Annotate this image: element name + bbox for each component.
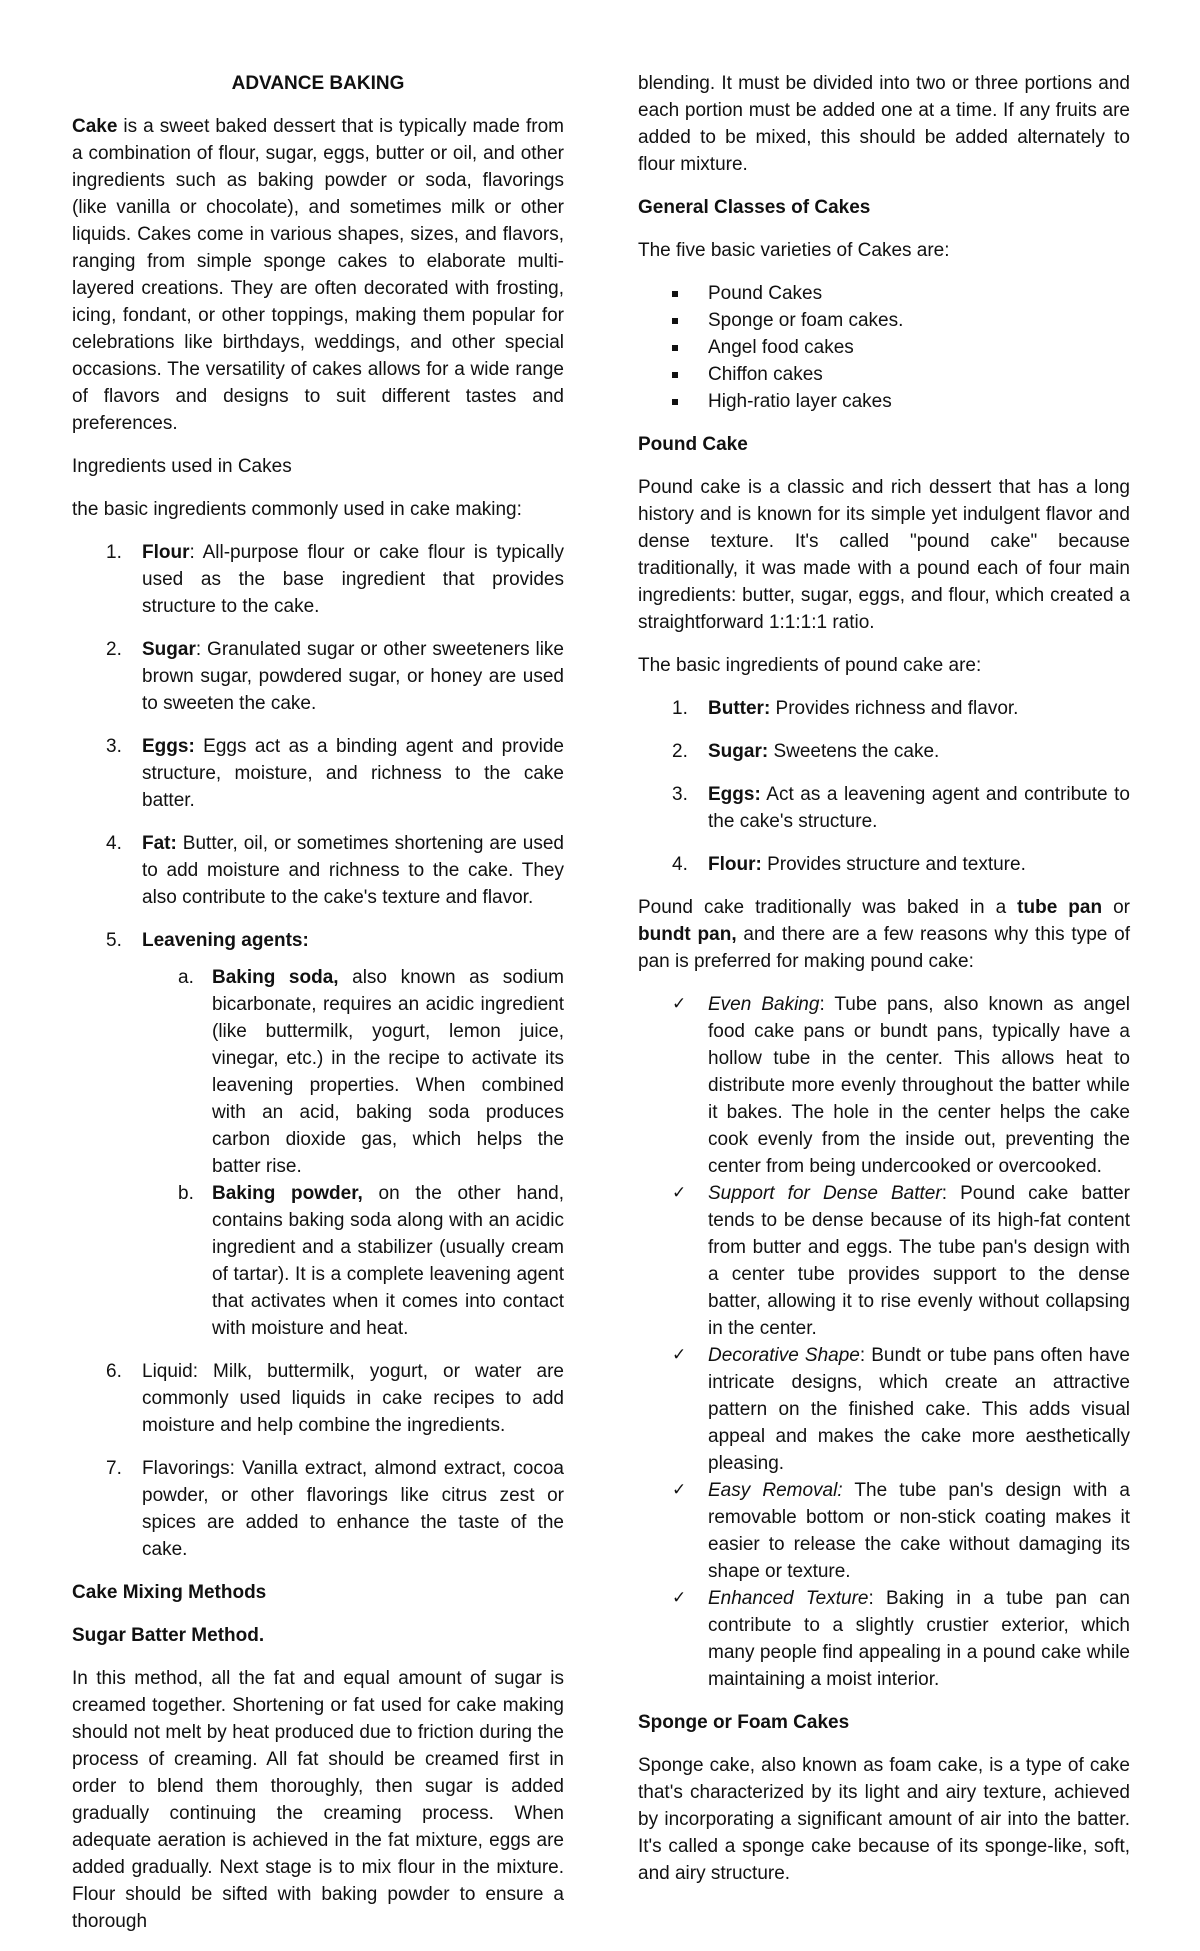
pan-text: and there are a few reasons why this type of pan is preferred for making pound cake: — [638, 924, 1130, 972]
list-item — [72, 964, 564, 1180]
item-number: 2. — [672, 741, 688, 762]
ingredients-intro: the basic ingredients commonly used in cake making: — [72, 499, 522, 520]
item-term: Support for Dense Batter — [708, 1183, 942, 1204]
item-term: Even Baking — [708, 994, 820, 1015]
checkmark-icon: ✓ — [672, 1183, 687, 1203]
list-item — [638, 388, 1130, 415]
square-bullet-icon — [672, 345, 678, 351]
sponge-cake-paragraph: Sponge cake, also known as foam cake, is a type of cake that's characterized by its light and airy texture, achieved by incorporating a significant amount of air into the batter. It's called a sponge cake because of its sponge-like, soft, and airy structure. — [638, 1755, 1130, 1884]
pound-cake-heading: Pound Cake — [638, 434, 748, 455]
item-text: The tube pan's design with a removable bottom or non-stick coating makes it easier to release the cake without damaging its shape or texture. — [708, 1480, 1130, 1582]
ingredients-heading: Ingredients used in Cakes — [72, 456, 292, 477]
item-text: also known as sodium bicarbonate, requires an acidic ingredient (like buttermilk, yogurt, lemon juice, vinegar, etc.) in the recipe to activate its leavening properties. When combined with an acid, baking soda produces carbon dioxide gas, which helps the batter rise. — [212, 967, 564, 1177]
list-item — [72, 830, 564, 911]
list-item — [638, 1180, 1130, 1342]
pan-reasons-list — [638, 991, 1130, 1693]
item-text: : Tube pans, also known as angel food cake pans or bundt pans, typically have a hollow tube in the center. This allows heat to distribute more evenly throughout the batter while it bakes. The hole in the center helps the cake cook evenly from the inside out, preventing the center from being undercooked or overcooked. — [708, 994, 1130, 1177]
item-term: Decorative Shape — [708, 1345, 860, 1366]
list-item — [72, 636, 564, 717]
list-item — [72, 1358, 564, 1439]
item-number: 5. — [106, 930, 122, 951]
list-item — [638, 851, 1130, 878]
square-bullet-icon — [672, 291, 678, 297]
item-term: Butter: — [708, 698, 771, 719]
list-item — [72, 1180, 564, 1342]
item-text: : Baking in a tube pan can contribute to a slightly crustier exterior, which many people find appealing in a pound cake while maintaining a moist interior. — [708, 1588, 1131, 1690]
item-text: : All-purpose flour or cake flour is typically used as the base ingredient that provides structure to the cake. — [142, 542, 564, 617]
item-text: Provides richness and flavor. — [770, 698, 1019, 719]
item-number: 1. — [672, 698, 688, 719]
item-letter: a. — [178, 967, 194, 988]
item-text: : Bundt or tube pans often have intricate designs, which create an attractive pattern on the finished cake. This adds visual appeal and makes the cake more aesthetically pleasing. — [708, 1345, 1130, 1474]
list-item — [72, 927, 564, 1342]
item-number: 7. — [106, 1458, 122, 1479]
list-item — [72, 733, 564, 814]
item-text: Provides structure and texture. — [761, 854, 1026, 875]
list-item — [72, 1455, 564, 1563]
item-text: Act as a leavening agent and contribute to the cake's structure. — [708, 784, 1130, 832]
item-number: 3. — [106, 736, 122, 757]
pound-ingredients-intro: The basic ingredients of pound cake are: — [638, 655, 982, 676]
item-letter: b. — [178, 1183, 194, 1204]
tube-pan-term: tube pan — [1017, 897, 1103, 918]
cake-term: Cake — [72, 116, 118, 137]
item-text: Chiffon cakes — [708, 364, 823, 385]
list-item — [72, 539, 564, 620]
square-bullet-icon — [672, 318, 678, 324]
item-number: 2. — [106, 639, 122, 660]
leavening-list — [72, 964, 564, 1342]
bundt-pan-term: bundt pan, — [638, 924, 737, 945]
list-item — [638, 738, 1130, 765]
item-text: Pound Cakes — [708, 283, 823, 304]
item-text: Butter, oil, or sometimes shortening are used to add moisture and richness to the cake. They also contribute to the cake's texture and flavor. — [142, 833, 564, 908]
item-term: Fat: — [142, 833, 177, 854]
item-text: Flavorings: Vanilla extract, almond extract, cocoa powder, or other flavorings like citrus zest or spices are added to enhance the taste of the cake. — [142, 1458, 564, 1560]
classes-intro: The five basic varieties of Cakes are: — [638, 240, 950, 261]
item-term: Sugar — [142, 639, 196, 660]
item-term: Enhanced Texture — [708, 1588, 869, 1609]
pound-ingredients-list — [638, 695, 1130, 878]
cake-classes-list — [638, 280, 1130, 415]
item-text: Eggs act as a binding agent and provide structure, moisture, and richness to the cake batter. — [142, 736, 564, 811]
square-bullet-icon — [672, 399, 678, 405]
item-text: : Granulated sugar or other sweeteners like brown sugar, powdered sugar, or honey are used to sweeten the cake. — [142, 639, 564, 714]
item-term: Sugar: — [708, 741, 769, 762]
item-text: : Pound cake batter tends to be dense because of its high-fat content from butter and eggs. The tube pan's design with a center tube provides support to the dense batter, allowing it to rise evenly without collapsing in the center. — [708, 1183, 1131, 1339]
item-term: Eggs: — [142, 736, 195, 757]
list-item — [638, 361, 1130, 388]
item-term: Flour — [142, 542, 190, 563]
pan-paragraph — [638, 894, 1130, 975]
left-column — [72, 70, 564, 1951]
item-text: Angel food cakes — [708, 337, 854, 358]
general-classes-heading: General Classes of Cakes — [638, 197, 871, 218]
continued-paragraph: blending. It must be divided into two or three portions and each portion must be added one at a time. If any fruits are added to be mixed, this should be added alternately to flour mixture. — [638, 73, 1130, 175]
item-text: Liquid: Milk, buttermilk, yogurt, or water are commonly used liquids in cake recipes to add moisture and help combine the ingredients. — [142, 1361, 564, 1436]
sponge-cake-heading: Sponge or Foam Cakes — [638, 1712, 850, 1733]
item-text: on the other hand, contains baking soda along with an acidic ingredient and a stabilizer (usually cream of tartar). It is a complete leavening agent that activates when it comes into contact with moisture and heat. — [212, 1183, 564, 1339]
checkmark-icon: ✓ — [672, 994, 687, 1014]
checkmark-icon: ✓ — [672, 1480, 687, 1500]
sugar-batter-heading: Sugar Batter Method. — [72, 1625, 265, 1646]
item-number: 4. — [672, 854, 688, 875]
mixing-methods-heading: Cake Mixing Methods — [72, 1582, 267, 1603]
list-item — [638, 1477, 1130, 1585]
list-item — [638, 1342, 1130, 1477]
item-number: 1. — [106, 542, 122, 563]
square-bullet-icon — [672, 372, 678, 378]
list-item — [638, 1585, 1130, 1693]
item-text: Sponge or foam cakes. — [708, 310, 904, 331]
list-item — [638, 781, 1130, 835]
item-number: 6. — [106, 1361, 122, 1382]
item-text: High-ratio layer cakes — [708, 391, 892, 412]
item-term: Baking soda, — [212, 967, 339, 988]
list-item — [638, 280, 1130, 307]
list-item — [638, 307, 1130, 334]
cake-intro-paragraph — [72, 113, 564, 437]
item-number: 4. — [106, 833, 122, 854]
cake-intro-text: is a sweet baked dessert that is typically made from a combination of flour, sugar, eggs, butter or oil, and other ingredients such as baking powder or soda, flavorings (like vanilla or chocolate), and sometimes milk or other liquids. Cakes come in various shapes, sizes, and flavors, ranging from simple sponge cakes to elaborate multi-layered creations. They are often decorated with frosting, icing, fondant, or other toppings, making them popular for celebrations like birthdays, weddings, and other special occasions. The versatility of cakes allows for a wide range of flavors and designs to suit different tastes and preferences. — [72, 116, 564, 434]
checkmark-icon: ✓ — [672, 1345, 687, 1365]
right-column — [638, 70, 1130, 1903]
item-term: Flour: — [708, 854, 762, 875]
pound-cake-paragraph: Pound cake is a classic and rich dessert that has a long history and is known for its simple yet indulgent flavor and dense texture. It's called "pound cake" because traditionally, it was made with a pound each of four main ingredients: butter, sugar, eggs, and flour, which created a straightforward 1:1:1:1 ratio. — [638, 477, 1130, 633]
item-number: 3. — [672, 784, 688, 805]
pan-text: Pound cake traditionally was baked in a — [638, 897, 1018, 918]
sugar-batter-paragraph: In this method, all the fat and equal amount of sugar is creamed together. Shortening or fat used for cake making should not melt by heat produced due to friction during the process of creaming. All fat should be creamed first in order to blend them thoroughly, then sugar is added gradually continuing the creaming process. When adequate aeration is achieved in the fat mixture, eggs are added gradually. Next stage is to mix flour in the mixture. Flour should be sifted with baking powder to ensure a thorough — [72, 1668, 564, 1932]
document-title: ADVANCE BAKING — [231, 73, 405, 94]
item-text: Sweetens the cake. — [768, 741, 940, 762]
checkmark-icon: ✓ — [672, 1588, 687, 1608]
ingredients-list — [72, 539, 564, 1563]
list-item — [638, 991, 1130, 1180]
list-item — [638, 695, 1130, 722]
pan-text: or — [1102, 897, 1130, 918]
item-term: Leavening agents: — [142, 930, 309, 951]
item-term: Baking powder, — [212, 1183, 363, 1204]
item-term: Eggs: — [708, 784, 761, 805]
item-term: Easy Removal: — [708, 1480, 843, 1501]
list-item — [638, 334, 1130, 361]
